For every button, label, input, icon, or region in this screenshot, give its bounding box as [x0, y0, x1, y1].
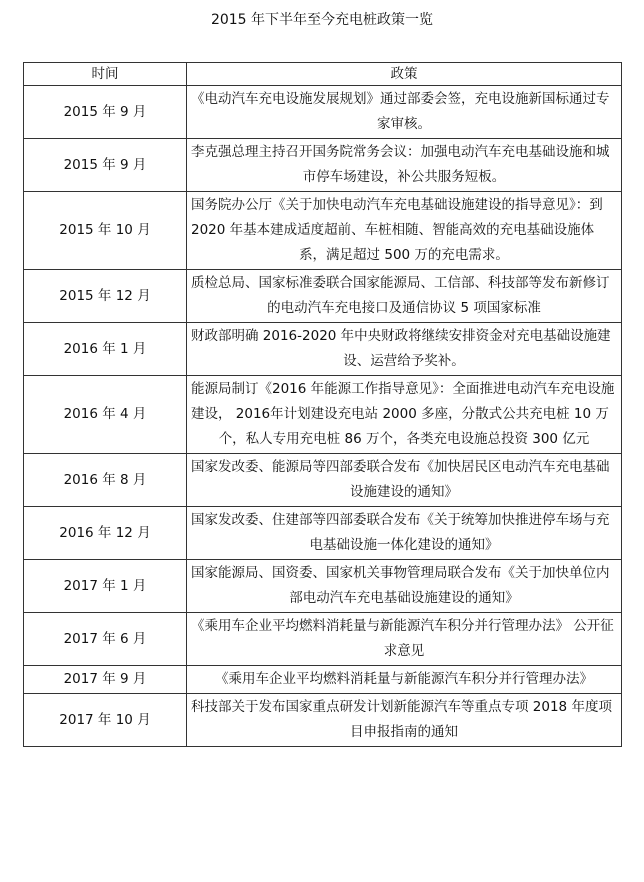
date-cell: 2017 年 9 月 — [24, 666, 187, 694]
date-cell: 2015 年 9 月 — [24, 139, 187, 192]
policy-cell: 科技部关于发布国家重点研发计划新能源汽车等重点专项 2018 年度项目申报指南的通知 — [187, 694, 622, 747]
policy-cell: 质检总局、国家标准委联合国家能源局、工信部、科技部等发布新修订的电动汽车充电接口及通信协议 5 项国家标准 — [187, 270, 622, 323]
table-row — [24, 666, 622, 694]
date-cell: 2016 年 12 月 — [24, 507, 187, 560]
table-row — [24, 613, 622, 666]
policy-cell: 国家发改委、能源局等四部委联合发布《加快居民区电动汽车充电基础设施建设的通知》 — [187, 454, 622, 507]
table-row — [24, 86, 622, 139]
date-cell: 2017 年 1 月 — [24, 560, 187, 613]
table-row — [24, 192, 622, 270]
date-cell: 2016 年 4 月 — [24, 376, 187, 454]
policy-cell: 《电动汽车充电设施发展规划》通过部委会签，充电设施新国标通过专家审核。 — [187, 86, 622, 139]
date-cell: 2017 年 10 月 — [24, 694, 187, 747]
date-cell: 2016 年 8 月 — [24, 454, 187, 507]
column-header-time: 时间 — [24, 63, 187, 86]
policy-cell: 李克强总理主持召开国务院常务会议：加强电动汽车充电基础设施和城市停车场建设，补公共服务短板。 — [187, 139, 622, 192]
table-row — [24, 376, 622, 454]
column-header-policy: 政策 — [187, 63, 622, 86]
table-row — [24, 454, 622, 507]
date-cell: 2017 年 6 月 — [24, 613, 187, 666]
policy-cell: 能源局制订《2016 年能源工作指导意见》：全面推进电动汽车充电设施建设， 2016年计划建设充电站 2000 多座，分散式公共充电桩 10 万个，私人专用充电桩 86 万个，各类充电设施总投资 300 亿元 — [187, 376, 622, 454]
policy-cell: 《乘用车企业平均燃料消耗量与新能源汽车积分并行管理办法》 公开征求意见 — [187, 613, 622, 666]
policy-cell: 国家发改委、住建部等四部委联合发布《关于统筹加快推进停车场与充电基础设施一体化建设的通知》 — [187, 507, 622, 560]
policy-cell: 财政部明确 2016-2020 年中央财政将继续安排资金对充电基础设施建设、运营给予奖补。 — [187, 323, 622, 376]
date-cell: 2015 年 9 月 — [24, 86, 187, 139]
table-row — [24, 270, 622, 323]
policy-cell: 国务院办公厅《关于加快电动汽车充电基础设施建设的指导意见》：到 2020 年基本建成适度超前、车桩相随、智能高效的充电基础设施体系，满足超过 500 万的充电需求。 — [187, 192, 622, 270]
date-cell: 2015 年 10 月 — [24, 192, 187, 270]
date-cell: 2016 年 1 月 — [24, 323, 187, 376]
policy-cell: 国家能源局、国资委、国家机关事物管理局联合发布《关于加快单位内部电动汽车充电基础设施建设的通知》 — [187, 560, 622, 613]
table-row — [24, 139, 622, 192]
policy-cell: 《乘用车企业平均燃料消耗量与新能源汽车积分并行管理办法》 — [187, 666, 622, 694]
table-row — [24, 694, 622, 747]
page-title: 2015 年下半年至今充电桩政策一览 — [210, 12, 434, 28]
date-cell: 2015 年 12 月 — [24, 270, 187, 323]
table-header-row — [24, 63, 622, 86]
table-row — [24, 507, 622, 560]
table-row — [24, 560, 622, 613]
policy-table — [23, 62, 622, 747]
table-row — [24, 323, 622, 376]
